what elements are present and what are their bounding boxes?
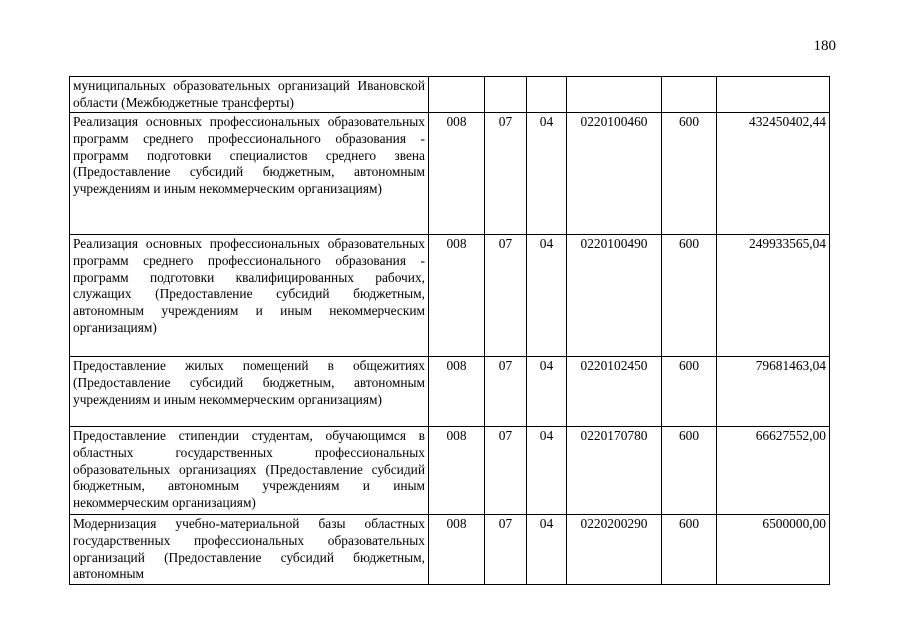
expense-type-code: 600 xyxy=(662,357,717,427)
target-code: 0220200290 xyxy=(567,515,662,585)
expense-type-code xyxy=(662,77,717,113)
table-row xyxy=(70,357,830,427)
expense-type-code: 600 xyxy=(662,235,717,357)
target-code: 0220102450 xyxy=(567,357,662,427)
row-description: Модернизация учебно-материальной базы областных государственных профессиональных образовательных организаций (Предоставление субсидий бюджетным, автономным xyxy=(70,515,429,585)
target-code: 0220100460 xyxy=(567,113,662,235)
section-code: 07 xyxy=(485,357,527,427)
table-row xyxy=(70,77,830,113)
expense-type-code: 600 xyxy=(662,515,717,585)
ministry-code: 008 xyxy=(429,113,485,235)
table-row xyxy=(70,235,830,357)
section-code: 07 xyxy=(485,515,527,585)
subsection-code: 04 xyxy=(527,113,567,235)
row-description: Реализация основных профессиональных образовательных программ среднего профессионального образования - программ подготовки специалистов среднего звена (Предоставление субсидий бюджетным, автономным учреждениям и иным некоммерческим организациям) xyxy=(70,113,429,235)
section-code xyxy=(485,77,527,113)
amount xyxy=(717,77,830,113)
ministry-code xyxy=(429,77,485,113)
target-code xyxy=(567,77,662,113)
ministry-code: 008 xyxy=(429,427,485,515)
amount: 6500000,00 xyxy=(717,515,830,585)
amount: 249933565,04 xyxy=(717,235,830,357)
subsection-code: 04 xyxy=(527,427,567,515)
subsection-code xyxy=(527,77,567,113)
expense-type-code: 600 xyxy=(662,113,717,235)
section-code: 07 xyxy=(485,113,527,235)
row-description: Реализация основных профессиональных образовательных программ среднего профессионального образования - программ подготовки квалифицированных рабочих, служащих (Предоставление субсидий бюджетным, автономным учреждениям и иным некоммерческим организациям) xyxy=(70,235,429,357)
expense-type-code: 600 xyxy=(662,427,717,515)
row-description: Предоставление жилых помещений в общежитиях (Предоставление субсидий бюджетным, автономным учреждениям и иным некоммерческим организациям) xyxy=(70,357,429,427)
subsection-code: 04 xyxy=(527,235,567,357)
table-row xyxy=(70,515,830,585)
subsection-code: 04 xyxy=(527,357,567,427)
section-code: 07 xyxy=(485,235,527,357)
page-number: 180 xyxy=(813,38,836,54)
section-code: 07 xyxy=(485,427,527,515)
row-description: муниципальных образовательных организаций Ивановской области (Межбюджетные трансферты) xyxy=(70,77,429,113)
table-row xyxy=(70,113,830,235)
subsection-code: 04 xyxy=(527,515,567,585)
budget-table xyxy=(69,76,830,585)
ministry-code: 008 xyxy=(429,235,485,357)
target-code: 0220170780 xyxy=(567,427,662,515)
amount: 432450402,44 xyxy=(717,113,830,235)
ministry-code: 008 xyxy=(429,357,485,427)
ministry-code: 008 xyxy=(429,515,485,585)
row-description: Предоставление стипендии студентам, обучающимся в областных государственных профессиональных образовательных организациях (Предоставление субсидий бюджетным, автономным учреждениям и иным некоммерческим организациям) xyxy=(70,427,429,515)
target-code: 0220100490 xyxy=(567,235,662,357)
table-row xyxy=(70,427,830,515)
amount: 79681463,04 xyxy=(717,357,830,427)
amount: 66627552,00 xyxy=(717,427,830,515)
